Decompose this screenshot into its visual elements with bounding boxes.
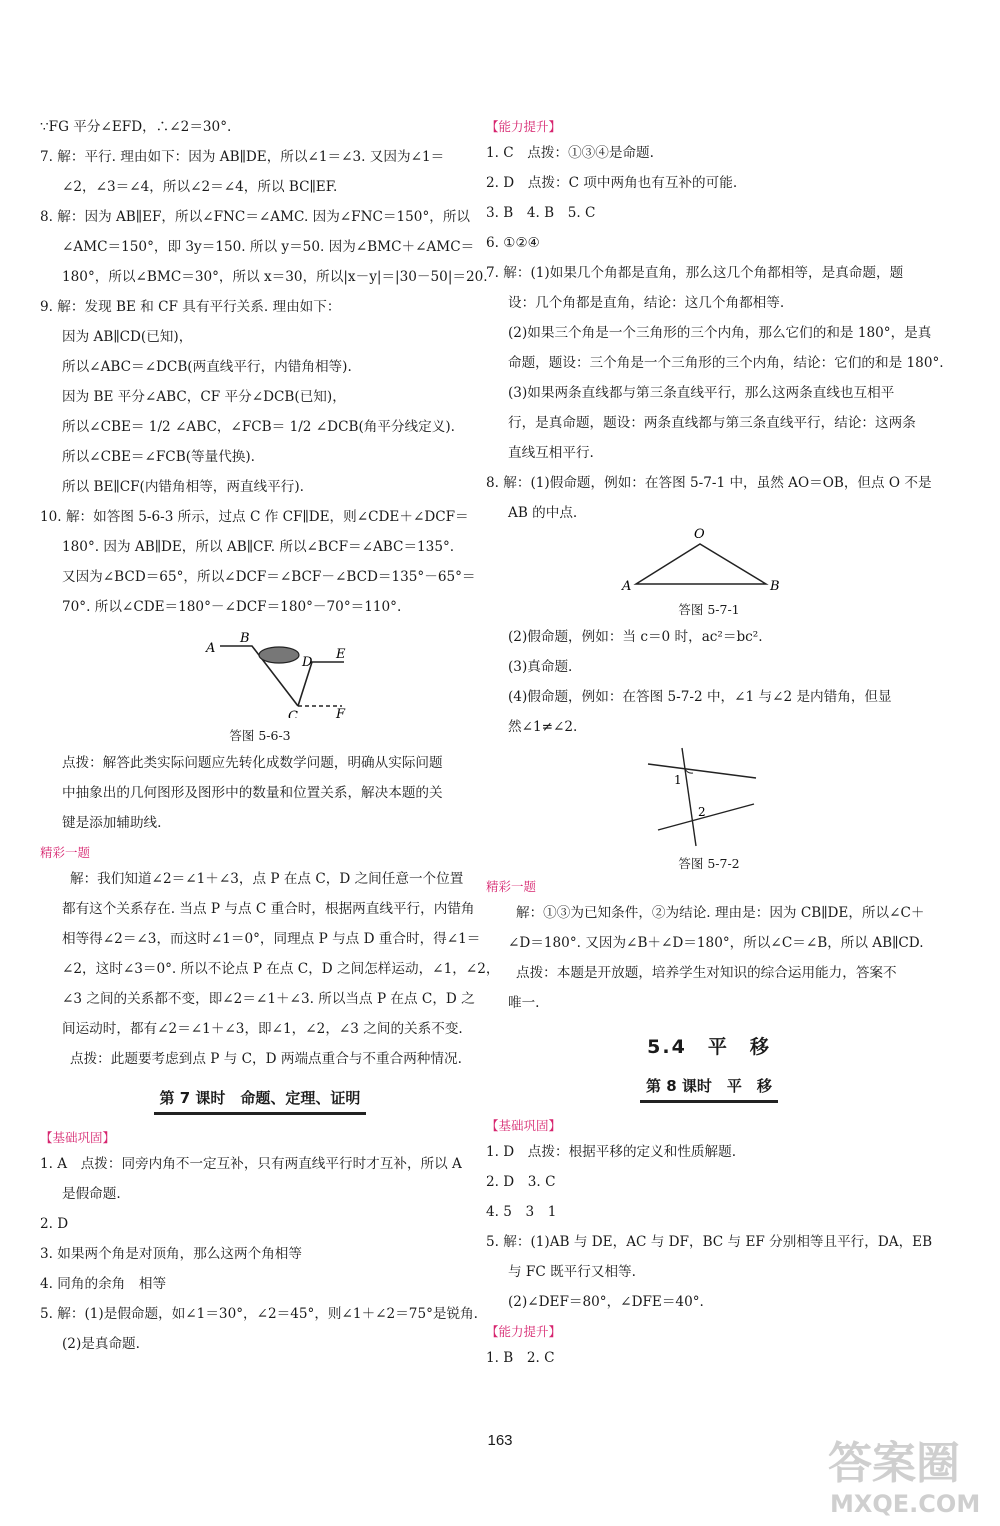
section-tag-nengli: 【能力提升】 [486,1324,562,1339]
jichu-line: 5. 解：(1)AB 与 DE，AC 与 DF，BC 与 EF 分别相等且平行，DA，EB [486,1234,933,1250]
figure-5-7-2 [486,742,932,852]
q9-line: 因为 BE 平分∠ABC，CF 平分∠DCB(已知)， [62,389,346,405]
fig-label: A [622,579,632,594]
figure-caption: 答图 5-7-2 [678,856,740,871]
nengli-line: 3. B 4. B 5. C [486,205,596,221]
section-tag-nengli: 【能力提升】 [486,119,562,134]
watermark-logo [822,1420,992,1520]
jichu-line: 5. 解：(1)是假命题，如∠1＝30°，∠2＝45°，则∠1＋∠2＝75°是锐角. [40,1306,478,1322]
q7-line: 7. 解：平行. 理由如下：因为 AB∥DE，所以∠1＝∠3. 又因为∠1＝ [40,149,445,165]
q8-line: 然∠1≠∠2. [508,719,578,735]
nengli-line: (3)如果两条直线都与第三条直线平行，那么这两条直线也互相平 [508,385,895,401]
figure-5-7-1 [486,528,932,598]
section-tag-jichu: 【基础巩固】 [486,1118,562,1133]
q10-line: 180°. 因为 AB∥DE，所以 AB∥CF. 所以∠BCF＝∠ABC＝135°. [62,539,455,555]
jingcai-line: 点拨：本题是开放题，培养学生对知识的综合运用能力，答案不 [516,965,897,981]
lesson-7-heading: 第 7 课时 命题、定理、证明 [154,1086,367,1115]
jingcai-line: ∠D＝180°. 又因为∠B＋∠D＝180°，所以∠C＝∠B，所以 AB∥CD. [508,935,924,951]
text-line: ∵FG 平分∠EFD，∴∠2＝30°. [40,119,232,135]
fig-label: C [288,709,298,718]
lesson-8-heading: 第 8 课时 平 移 [640,1074,778,1103]
q8-line: ∠AMC＝150°，即 3y＝150. 所以 y＝50. 因为∠BMC＋∠AMC＝ [62,239,475,255]
nengli-line: 7. 解：(1)如果几个角都是直角，那么这几个角都相等，是真命题，题 [486,265,904,281]
fig-label: O [694,528,705,542]
nengli-line: (2)如果三个角是一个三角形的三个内角，那么它们的和是 180°，是真 [508,325,932,341]
section-tag-jingcai: 精彩一题 [40,845,91,860]
jingcai-line: 相等得∠2＝∠3，而这时∠1＝0°，同理点 P 与点 D 重合时，得∠1＝ [62,931,481,947]
jingcai-line: 解：①③为已知条件，②为结论. 理由是：因为 CB∥DE，所以∠C＋ [516,905,925,921]
jingcai-line: ∠2，这时∠3＝0°. 所以不论点 P 在点 C，D 之间怎样运动，∠1，∠2， [62,961,500,977]
fig-label: B [770,579,780,594]
q9-line: 因为 AB∥CD(已知)， [62,329,193,345]
jichu-line: 3. 如果两个角是对顶角，那么这两个角相等 [40,1246,302,1262]
nengli-line: 设：几个角都是直角，结论：这几个角都相等. [508,295,785,311]
q8-line: (3)真命题. [508,659,573,675]
lesson-7-heading-wrap [40,1084,480,1115]
q9-line: 所以∠CBE＝∠FCB(等量代换). [62,449,256,465]
nengli-line: AB 的中点. [508,505,578,521]
nengli-line: 行，是真命题，题设：两条直线都与第三条直线平行，结论：这两条 [508,415,916,431]
fig-label: A [206,641,216,656]
jingcai-line: ∠3 之间的关系都不变，即∠2＝∠1＋∠3. 所以当点 P 在点 C，D 之 [62,991,475,1007]
jichu-line: (2)是真命题. [62,1336,140,1352]
jingcai-line: 唯一. [508,995,540,1011]
jichu-line: 与 FC 既平行又相等. [508,1264,636,1280]
tip-line: 点拨：解答此类实际问题应先转化成数学问题，明确从实际问题 [62,755,443,771]
jichu-line: 1. D 点拨：根据平移的定义和性质解题. [486,1144,737,1160]
fig-label: D [302,655,313,670]
jingcai-line: 解：我们知道∠2＝∠1＋∠3，点 P 在点 C，D 之间任意一个位置 [70,871,464,887]
fig-label: F [336,707,346,718]
figure-5-7-1-diagram [486,528,932,598]
lesson-8-heading-wrap [486,1072,932,1103]
jichu-line: 4. 5 3 1 [486,1204,557,1220]
section-tag-jingcai: 精彩一题 [486,879,537,894]
q8-line: (4)假命题，例如：在答图 5-7-2 中，∠1 与∠2 是内错角，但显 [508,689,892,705]
jingcai-line: 间运动时，都有∠2＝∠1＋∠3，即∠1，∠2，∠3 之间的关系不变. [62,1021,463,1037]
q9-line: 所以 BE∥CF(内错角相等，两直线平行). [62,479,304,495]
fig-label: 2 [698,805,706,819]
q7-line: ∠2，∠3＝∠4，所以∠2＝∠4，所以 BC∥EF. [62,179,338,195]
nengli-line: 1. C 点拨：①③④是命题. [486,145,654,161]
nengli-line: 直线互相平行. [508,445,594,461]
q8-line: 180°，所以∠BMC＝30°，所以 x＝30，所以|x－y|＝|30－50|＝20. [62,269,488,285]
q8-line: (2)假命题，例如：当 c＝0 时，ac²＝bc². [508,629,763,645]
nengli-line: 6. ①②④ [486,235,540,251]
q10-line: 10. 解：如答图 5-6-3 所示，过点 C 作 CF∥DE，则∠CDE＋∠DCF＝ [40,509,469,525]
fig-label: 1 [674,773,682,787]
jichu-line: 2. D 3. C [486,1174,556,1190]
watermark-main: 答案圈 [828,1438,960,1489]
q9-line: 所以∠ABC＝∠DCB(两直线平行，内错角相等). [62,359,352,375]
q10-line: 又因为∠BCD＝65°，所以∠DCF＝∠BCF－∠BCD＝135°－65°＝ [62,569,476,585]
figure-5-7-2-diagram [486,742,932,852]
section-tag-jichu: 【基础巩固】 [40,1130,116,1145]
left-column [40,112,500,1359]
jichu-line: 1. A 点拨：同旁内角不一定互补，只有两直线平行时才互补，所以 A [40,1156,462,1172]
jingcai-line: 点拨：此题要考虑到点 P 与 C，D 两端点重合与不重合两种情况. [70,1051,462,1067]
fig-label: E [336,647,346,662]
q10-line: 70°. 所以∠CDE＝180°－∠DCF＝180°－70°＝110°. [62,599,402,615]
nengli-line: 命题，题设：三个角是一个三角形的三个内角，结论：它们的和是 180°. [508,355,944,371]
jichu-line: 4. 同角的余角 相等 [40,1276,167,1292]
q9-line: 9. 解：发现 BE 和 CF 具有平行关系. 理由如下： [40,299,341,315]
watermark-sub: MXQE.COM [830,1490,981,1518]
section-heading: 5.4 平 移 [647,1036,771,1058]
nengli-line: 1. B 2. C [486,1350,555,1366]
right-column [486,116,944,1373]
jichu-line: (2)∠DEF＝80°，∠DFE＝40°. [508,1294,704,1310]
page-number: 163 [487,1432,513,1449]
nengli-line: 8. 解：(1)假命题，例如：在答图 5-7-1 中，虽然 AO＝OB，但点 O 不是 [486,475,932,491]
fig-label: B [240,631,250,646]
jingcai-line: 都有这个关系存在. 当点 P 与点 C 重合时，根据两直线平行，内错角 [62,901,475,917]
figure-5-6-3 [40,622,480,718]
q9-line: 所以∠CBE＝ 1/2 ∠ABC，∠FCB＝ 1/2 ∠DCB(角平分线定义). [62,419,455,435]
jichu-line: 2. D [40,1216,69,1232]
figure-caption: 答图 5-6-3 [229,728,291,743]
tip-line: 键是添加辅助线. [62,815,162,831]
tip-line: 中抽象出的几何图形及图形中的数量和位置关系，解决本题的关 [62,785,443,801]
figure-caption: 答图 5-7-1 [678,602,740,617]
figure-5-6-3-diagram [40,622,480,718]
jichu-line: 是假命题. [62,1186,121,1202]
nengli-line: 2. D 点拨：C 项中两角也有互补的可能. [486,175,738,191]
q8-line: 8. 解：因为 AB∥EF，所以∠FNC＝∠AMC. 因为∠FNC＝150°，所以 [40,209,471,225]
